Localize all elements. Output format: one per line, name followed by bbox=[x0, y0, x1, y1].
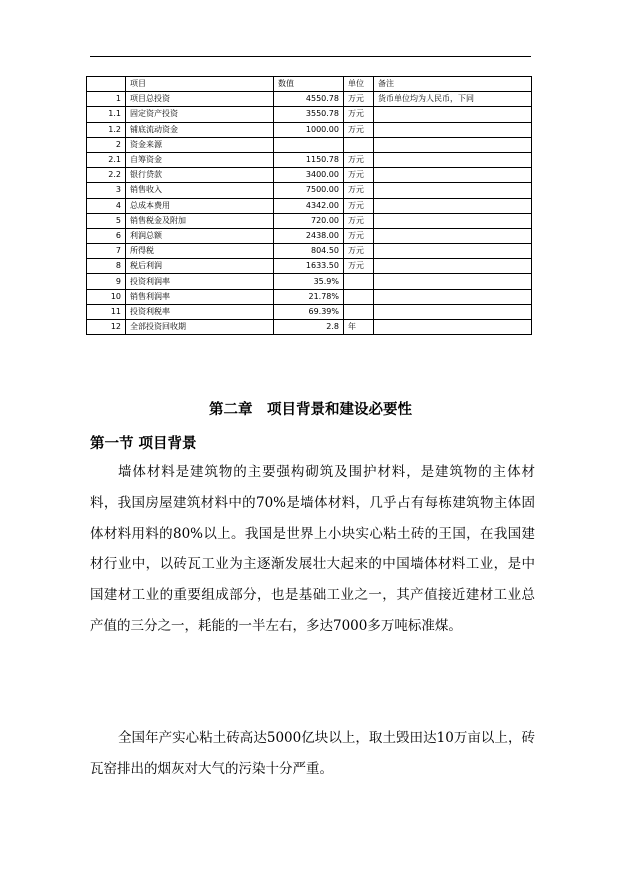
row-unit bbox=[344, 137, 374, 152]
row-note bbox=[374, 152, 532, 167]
table-row bbox=[87, 289, 532, 304]
row-number: 10 bbox=[87, 289, 126, 304]
table-row bbox=[87, 244, 532, 259]
paragraph-1: 墙体材料是建筑物的主要强构砌筑及围护材料，是建筑物的主体材料，我国房屋建筑材料中的70%是墙体材料，几乎占有每栋建筑物主体固体材料用料的80%以上。我国是世界上小块实心粘土砖的王国，在我国建材行业中，以砖瓦工业为主逐渐发展壮大起来的中国墙体材料工业，是中国建材工业的重要组成部分，也是基础工业之一，其产值接近建材工业总产值的三分之一，耗能的一半左右，多达7000多万吨标准煤。 bbox=[90, 464, 535, 634]
row-note bbox=[374, 320, 532, 335]
row-value: 69.39% bbox=[274, 304, 344, 319]
row-value: 1633.50 bbox=[274, 259, 344, 274]
table-header-row bbox=[87, 77, 532, 92]
row-number: 3 bbox=[87, 183, 126, 198]
row-number: 2.1 bbox=[87, 152, 126, 167]
table-row bbox=[87, 168, 532, 183]
table-row bbox=[87, 107, 532, 122]
row-value: 1000.00 bbox=[274, 122, 344, 137]
row-item: 销售收入 bbox=[126, 183, 274, 198]
row-value: 4550.78 bbox=[274, 92, 344, 107]
row-unit: 万元 bbox=[344, 213, 374, 228]
section-title: 第一节 项目背景 bbox=[90, 435, 197, 452]
row-unit bbox=[344, 289, 374, 304]
row-value: 21.78% bbox=[274, 289, 344, 304]
row-item: 总成本费用 bbox=[126, 198, 274, 213]
header-note: 备注 bbox=[374, 77, 532, 92]
row-value bbox=[274, 137, 344, 152]
row-note bbox=[374, 304, 532, 319]
row-number: 7 bbox=[87, 244, 126, 259]
header-rule bbox=[90, 56, 531, 57]
table-row bbox=[87, 304, 532, 319]
header-value: 数值 bbox=[274, 77, 344, 92]
chapter-title: 第二章 项目背景和建设必要性 bbox=[209, 401, 412, 418]
row-item: 投资利润率 bbox=[126, 274, 274, 289]
row-item: 银行贷款 bbox=[126, 168, 274, 183]
row-item: 销售税金及附加 bbox=[126, 213, 274, 228]
row-number: 1.2 bbox=[87, 122, 126, 137]
row-unit: 万元 bbox=[344, 168, 374, 183]
row-item: 所得税 bbox=[126, 244, 274, 259]
row-number: 2 bbox=[87, 137, 126, 152]
row-item: 投资利税率 bbox=[126, 304, 274, 319]
row-unit: 万元 bbox=[344, 107, 374, 122]
row-item: 自筹资金 bbox=[126, 152, 274, 167]
row-number: 1.1 bbox=[87, 107, 126, 122]
table-row bbox=[87, 228, 532, 243]
paragraph-2: 全国年产实心粘土砖高达5000亿块以上，取土毁田达10万亩以上，砖瓦窑排出的烟灰对大气的污染十分严重。 bbox=[90, 730, 535, 777]
row-item: 全部投资回收期 bbox=[126, 320, 274, 335]
row-value: 35.9% bbox=[274, 274, 344, 289]
row-note bbox=[374, 198, 532, 213]
row-note bbox=[374, 168, 532, 183]
row-unit: 万元 bbox=[344, 244, 374, 259]
row-note bbox=[374, 259, 532, 274]
row-value: 1150.78 bbox=[274, 152, 344, 167]
row-value: 720.00 bbox=[274, 213, 344, 228]
row-note bbox=[374, 137, 532, 152]
row-number: 1 bbox=[87, 92, 126, 107]
row-number: 12 bbox=[87, 320, 126, 335]
row-number: 8 bbox=[87, 259, 126, 274]
table-row bbox=[87, 137, 532, 152]
row-value: 3550.78 bbox=[274, 107, 344, 122]
row-unit bbox=[344, 274, 374, 289]
row-note bbox=[374, 183, 532, 198]
row-item: 项目总投资 bbox=[126, 92, 274, 107]
investment-summary-table bbox=[86, 76, 532, 335]
table-row bbox=[87, 259, 532, 274]
row-value: 804.50 bbox=[274, 244, 344, 259]
row-note bbox=[374, 244, 532, 259]
table-row bbox=[87, 198, 532, 213]
header-item: 项目 bbox=[126, 77, 274, 92]
row-number: 11 bbox=[87, 304, 126, 319]
row-value: 2.8 bbox=[274, 320, 344, 335]
row-note bbox=[374, 289, 532, 304]
header-unit: 单位 bbox=[344, 77, 374, 92]
row-number: 6 bbox=[87, 228, 126, 243]
row-number: 5 bbox=[87, 213, 126, 228]
row-value: 3400.00 bbox=[274, 168, 344, 183]
row-unit: 万元 bbox=[344, 152, 374, 167]
row-note bbox=[374, 107, 532, 122]
row-item: 资金来源 bbox=[126, 137, 274, 152]
row-value: 4342.00 bbox=[274, 198, 344, 213]
table-row bbox=[87, 92, 532, 107]
row-unit: 万元 bbox=[344, 198, 374, 213]
row-unit: 万元 bbox=[344, 259, 374, 274]
row-unit: 万元 bbox=[344, 183, 374, 198]
row-note bbox=[374, 122, 532, 137]
row-item: 税后利润 bbox=[126, 259, 274, 274]
row-note bbox=[374, 213, 532, 228]
row-note: 货币单位均为人民币，下同 bbox=[374, 92, 532, 107]
row-number: 9 bbox=[87, 274, 126, 289]
row-item: 销售利润率 bbox=[126, 289, 274, 304]
row-item: 利润总额 bbox=[126, 228, 274, 243]
row-item: 铺底流动资金 bbox=[126, 122, 274, 137]
table-row bbox=[87, 213, 532, 228]
row-value: 7500.00 bbox=[274, 183, 344, 198]
row-unit bbox=[344, 304, 374, 319]
row-item: 固定资产投资 bbox=[126, 107, 274, 122]
row-unit: 万元 bbox=[344, 92, 374, 107]
table-row bbox=[87, 274, 532, 289]
row-number: 4 bbox=[87, 198, 126, 213]
row-note bbox=[374, 228, 532, 243]
row-note bbox=[374, 274, 532, 289]
header-no bbox=[87, 77, 126, 92]
table-row bbox=[87, 152, 532, 167]
row-number: 2.2 bbox=[87, 168, 126, 183]
row-unit: 万元 bbox=[344, 228, 374, 243]
row-value: 2438.00 bbox=[274, 228, 344, 243]
table-row bbox=[87, 122, 532, 137]
row-unit: 年 bbox=[344, 320, 374, 335]
row-unit: 万元 bbox=[344, 122, 374, 137]
table-row bbox=[87, 183, 532, 198]
table-row bbox=[87, 320, 532, 335]
